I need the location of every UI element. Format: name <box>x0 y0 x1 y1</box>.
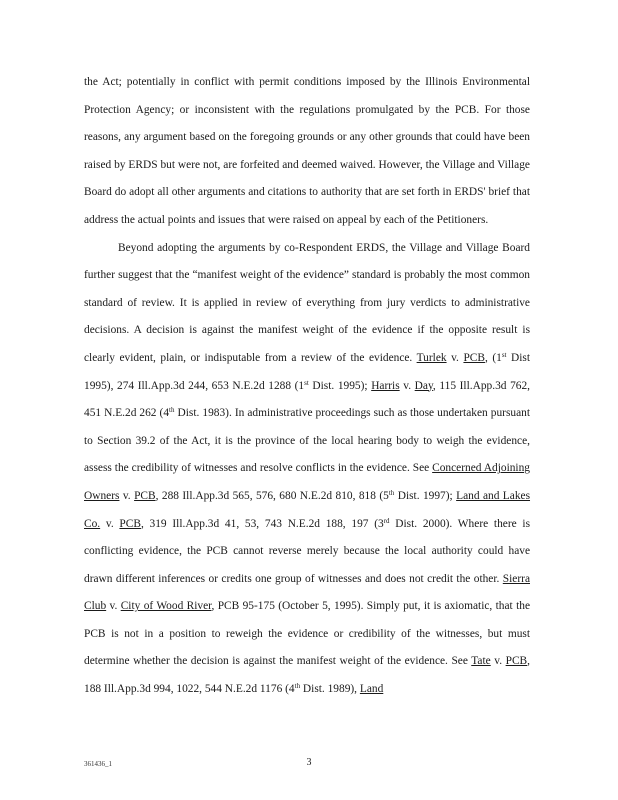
text-run: , PCB 95-175 (October 5, 1995). Simply put, it is axiomatic, that the PCB is not in a position to reweigh the evidence or credibility of the witnesses, but must determine whether the decision is against the manifest weight of the evidence. See <box>84 600 531 668</box>
text-run: Dist. 2000). Where there is conflicting evidence, the PCB cannot reverse merely because the local authority could have drawn different inferences or credits one group of witnesses and does not credit the other. <box>84 517 530 585</box>
case-name: PCB <box>119 517 141 530</box>
ordinal-suffix: th <box>169 406 175 415</box>
text-run: Dist. 1989), <box>300 683 360 696</box>
text-run: , 188 Ill.App.3d 994, 1022, 544 N.E.2d 1176 (4 <box>84 655 531 696</box>
document-id: 361436_1 <box>84 760 112 768</box>
text-run: , 288 Ill.App.3d 565, 576, 680 N.E.2d 810, 818 (5 <box>155 489 389 502</box>
paragraph-2 <box>84 235 530 704</box>
case-name: Day <box>414 379 433 392</box>
case-name: Land and Lakes Co. <box>84 489 531 530</box>
case-name: Land <box>359 683 384 696</box>
ordinal-suffix: th <box>294 682 301 691</box>
text-run: Dist. 1995); <box>308 379 372 392</box>
case-name: Turlek <box>416 351 447 364</box>
case-name: PCB <box>134 489 156 502</box>
ordinal-suffix: rd <box>383 516 390 525</box>
text-run: v. <box>119 489 135 502</box>
text-run: v. <box>446 351 464 364</box>
text-run: Beyond adopting the arguments by co-Respondent ERDS, the Village and Village Board further suggest that the “manifest weight of the evidence” standard is probably the most common standard of review. It is applied in review of everything from jury verdicts to administrative decisions. A decision is against the manifest weight of the evidence if the opposite result is clearly evident, plain, or indisputable from a review of the evidence. <box>84 241 530 364</box>
text-run: , 115 Ill.App.3d 762, 451 N.E.2d 262 (4 <box>84 379 531 420</box>
body-text <box>84 69 530 704</box>
text-run: v. <box>399 379 415 392</box>
ordinal-suffix: th <box>388 488 395 497</box>
text-run: v. <box>106 600 121 613</box>
case-name: City of Wood River <box>120 600 212 613</box>
case-name: Harris <box>371 379 400 392</box>
text-run: v. <box>100 517 120 530</box>
text-run: v. <box>490 655 506 668</box>
paragraph-1: the Act; potentially in conflict with permit conditions imposed by the Illinois Environmental Protection Agency; or inconsistent with the regulations promulgated by the PCB. For those reasons, any argument based on the foregoing grounds or any other grounds that could have been raised by ERDS but were not, are forfeited and deemed waived. However, the Village and Village Board do adopt all other arguments and citations to authority that are set forth in ERDS' brief that address the actual points and issues that were raised on appeal by each of the Petitioners. <box>84 76 530 226</box>
ordinal-suffix: st <box>501 350 507 359</box>
case-name: Tate <box>471 655 491 668</box>
case-name: PCB <box>505 655 528 668</box>
text-run: Dist. 1983). In administrative proceedings such as those undertaken pursuant to Section 39.2 of the Act, it is the province of the local hearing body to weigh the evidence, assess the credibility of witnesses and resolve conflicts in the evidence. See <box>84 407 530 475</box>
text-run: , 319 Ill.App.3d 41, 53, 743 N.E.2d 188, 197 (3 <box>140 517 384 530</box>
text-run: , (1 <box>484 351 502 364</box>
ordinal-suffix: st <box>304 378 309 387</box>
text-run: Dist 1995), 274 Ill.App.3d 244, 653 N.E.2d 1288 (1 <box>84 351 531 392</box>
text-run: Dist. 1997); <box>394 489 457 502</box>
case-name: Concerned Adjoining Owners <box>84 462 530 502</box>
case-name: PCB <box>463 351 485 364</box>
page-number: 3 <box>306 757 312 768</box>
case-name: Sierra Club <box>84 572 530 613</box>
